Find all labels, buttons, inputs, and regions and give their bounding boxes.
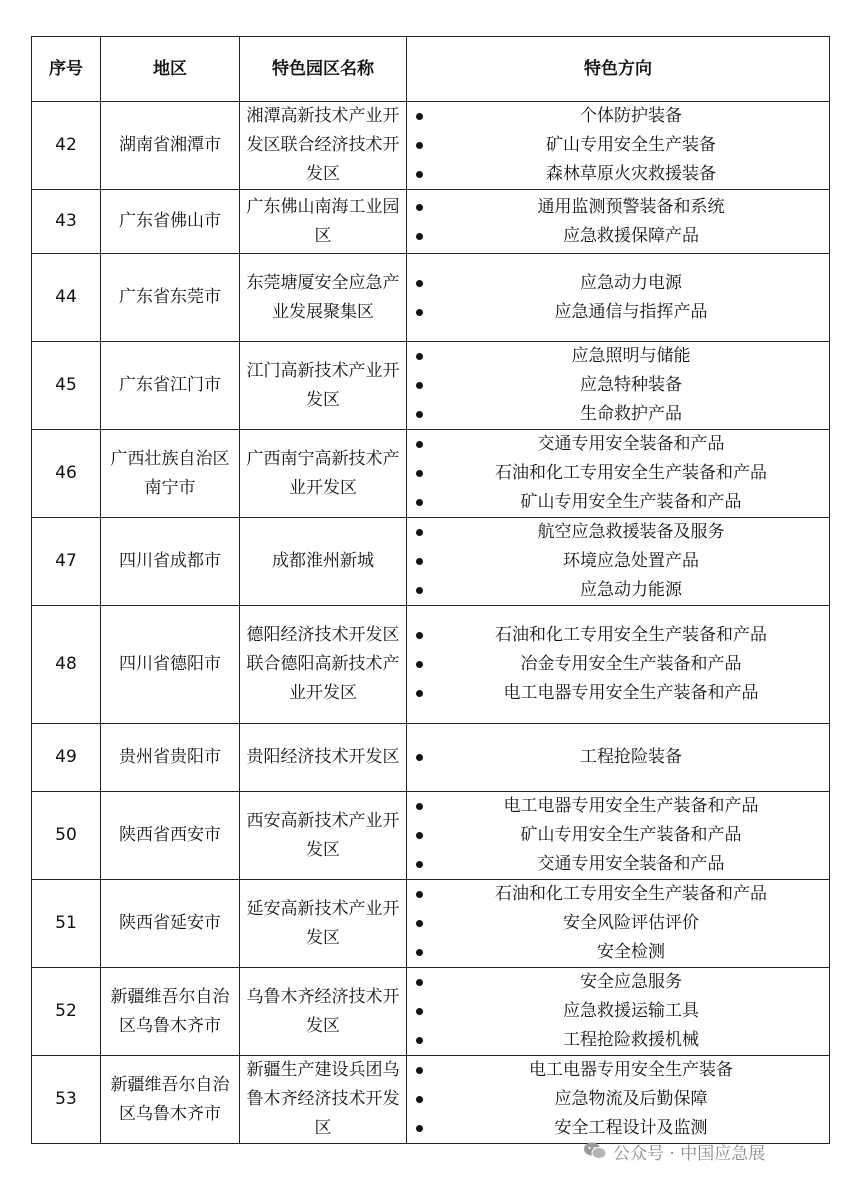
row-directions [407,342,830,430]
row-directions [407,880,830,968]
direction-item: 森林草原火灾救援装备 [413,160,823,189]
row-park: 湘潭高新技术产业开发区联合经济技术开发区 [240,102,407,190]
row-directions [407,102,830,190]
direction-item: 矿山专用安全生产装备 [413,131,823,160]
row-no: 45 [32,342,101,430]
direction-list [413,880,823,967]
row-park: 延安高新技术产业开发区 [240,880,407,968]
row-region: 贵州省贵阳市 [101,724,240,792]
row-region: 四川省成都市 [101,518,240,606]
row-no: 47 [32,518,101,606]
row-region: 广东省佛山市 [101,190,240,254]
row-no: 49 [32,724,101,792]
row-park: 成都淮州新城 [240,518,407,606]
header-no: 序号 [32,37,101,102]
row-directions [407,968,830,1056]
header-row [32,37,830,102]
row-directions [407,1056,830,1144]
direction-item: 石油和化工专用安全生产装备和产品 [413,880,823,909]
row-no: 46 [32,430,101,518]
row-region: 广东省江门市 [101,342,240,430]
table-row [32,968,830,1056]
row-park: 乌鲁木齐经济技术开发区 [240,968,407,1056]
direction-item: 个体防护装备 [413,102,823,131]
watermark [583,1138,765,1164]
direction-item: 交通专用安全装备和产品 [413,430,823,459]
direction-item: 石油和化工专用安全生产装备和产品 [413,459,823,488]
watermark-text: 公众号 · 中国应急展 [613,1143,766,1164]
direction-item: 电工电器专用安全生产装备 [413,1056,823,1085]
table-row [32,190,830,254]
direction-item: 应急特种装备 [413,371,823,400]
direction-item: 矿山专用安全生产装备和产品 [413,821,823,850]
table-row [32,430,830,518]
table-row [32,606,830,724]
direction-list [413,102,823,189]
row-no: 48 [32,606,101,724]
direction-item: 生命救护产品 [413,400,823,429]
direction-item: 应急动力能源 [413,576,823,605]
direction-list [413,792,823,879]
row-region: 陕西省西安市 [101,792,240,880]
row-park: 贵阳经济技术开发区 [240,724,407,792]
direction-item: 应急通信与指挥产品 [413,298,823,327]
direction-item: 应急物流及后勤保障 [413,1085,823,1114]
row-park: 德阳经济技术开发区联合德阳高新技术产业开发区 [240,606,407,724]
row-no: 43 [32,190,101,254]
row-no: 42 [32,102,101,190]
direction-list [413,621,823,708]
wechat-icon [583,1141,607,1161]
row-region: 新疆维吾尔自治区乌鲁木齐市 [101,1056,240,1144]
table-row [32,880,830,968]
table-row [32,724,830,792]
row-directions [407,518,830,606]
row-park: 新疆生产建设兵团乌鲁木齐经济技术开发区 [240,1056,407,1144]
direction-item: 安全应急服务 [413,968,823,997]
table-row [32,518,830,606]
direction-item: 应急救援保障产品 [413,222,823,251]
row-directions [407,724,830,792]
direction-list [413,269,823,327]
direction-list [413,518,823,605]
row-directions [407,254,830,342]
row-directions [407,606,830,724]
table-row [32,342,830,430]
direction-list [413,743,823,772]
direction-list [413,1056,823,1143]
direction-item: 电工电器专用安全生产装备和产品 [413,792,823,821]
row-park: 江门高新技术产业开发区 [240,342,407,430]
direction-item: 应急救援运输工具 [413,997,823,1026]
direction-item: 安全检测 [413,938,823,967]
row-no: 44 [32,254,101,342]
direction-item: 工程抢险装备 [413,743,823,772]
table-row [32,792,830,880]
direction-item: 航空应急救援装备及服务 [413,518,823,547]
row-no: 50 [32,792,101,880]
row-park: 西安高新技术产业开发区 [240,792,407,880]
row-park: 广西南宁高新技术产业开发区 [240,430,407,518]
row-region: 湖南省湘潭市 [101,102,240,190]
direction-item: 交通专用安全装备和产品 [413,850,823,879]
direction-item: 电工电器专用安全生产装备和产品 [413,679,823,708]
direction-item: 矿山专用安全生产装备和产品 [413,488,823,517]
direction-item: 通用监测预警装备和系统 [413,193,823,222]
direction-list [413,968,823,1055]
direction-item: 安全风险评估评价 [413,909,823,938]
header-region: 地区 [101,37,240,102]
direction-list [413,430,823,517]
direction-item: 应急动力电源 [413,269,823,298]
row-directions [407,430,830,518]
row-region: 广东省东莞市 [101,254,240,342]
direction-item: 石油和化工专用安全生产装备和产品 [413,621,823,650]
direction-item: 工程抢险救援机械 [413,1026,823,1055]
table-row [32,254,830,342]
row-no: 52 [32,968,101,1056]
table-body [32,102,830,1144]
row-no: 51 [32,880,101,968]
table-row [32,102,830,190]
row-directions [407,792,830,880]
direction-item: 应急照明与储能 [413,342,823,371]
direction-item: 环境应急处置产品 [413,547,823,576]
row-region: 新疆维吾尔自治区乌鲁木齐市 [101,968,240,1056]
row-park: 东莞塘厦安全应急产业发展聚集区 [240,254,407,342]
header-park: 特色园区名称 [240,37,407,102]
row-park: 广东佛山南海工业园区 [240,190,407,254]
direction-list [413,193,823,251]
direction-item: 冶金专用安全生产装备和产品 [413,650,823,679]
row-no: 53 [32,1056,101,1144]
row-region: 广西壮族自治区南宁市 [101,430,240,518]
row-directions [407,190,830,254]
row-region: 陕西省延安市 [101,880,240,968]
direction-list [413,342,823,429]
row-region: 四川省德阳市 [101,606,240,724]
parks-table [31,36,830,1144]
header-direction: 特色方向 [407,37,830,102]
direction-item: 安全工程设计及监测 [413,1114,823,1143]
table-row [32,1056,830,1144]
